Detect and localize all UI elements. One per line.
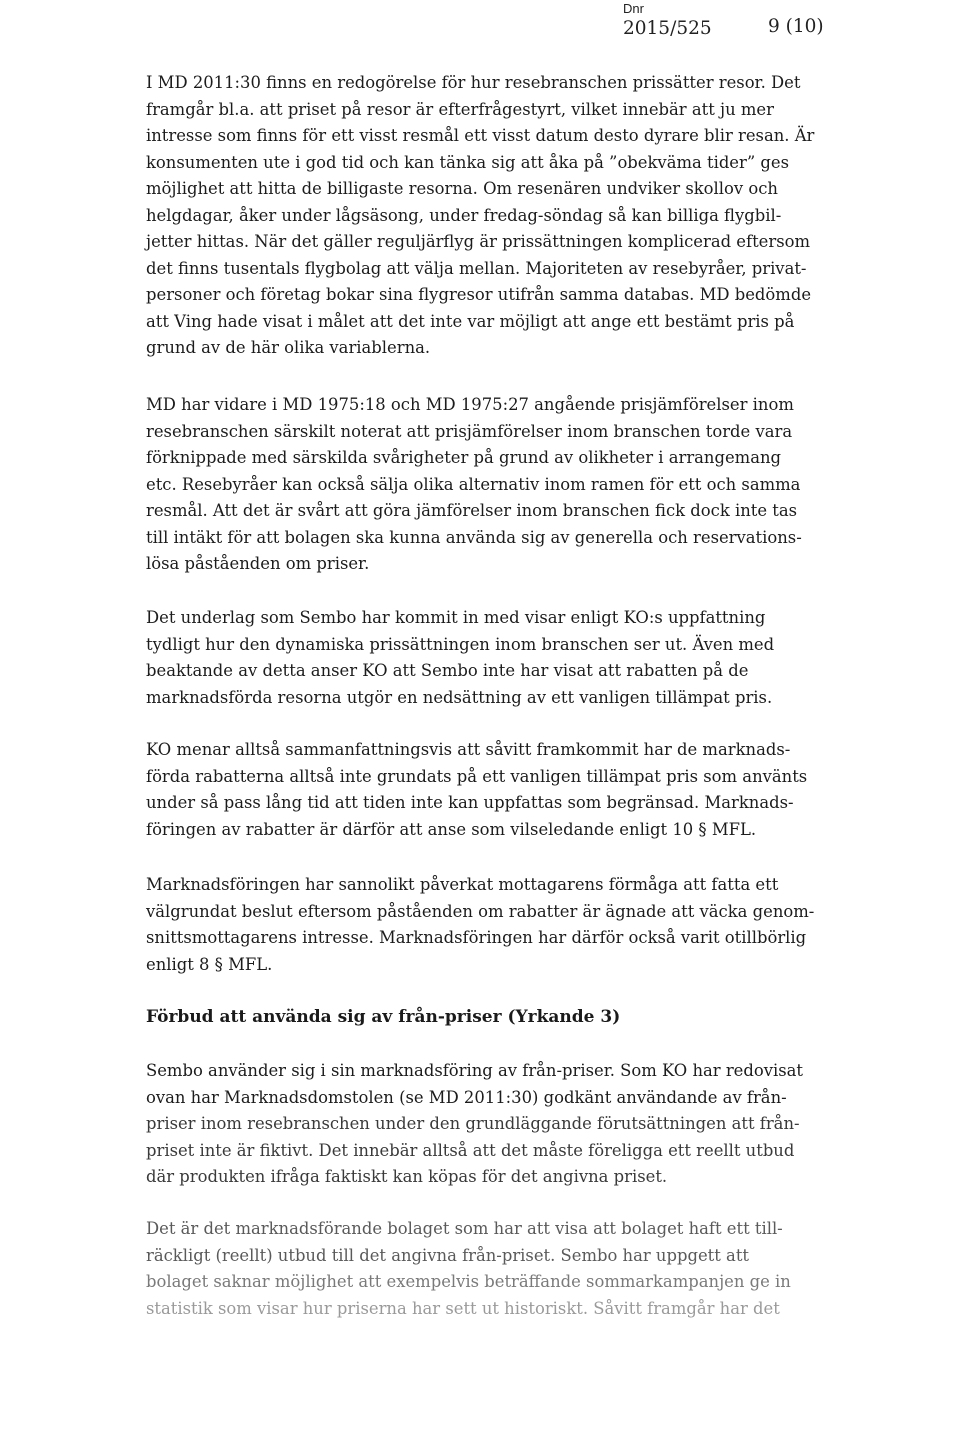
body-text-top xyxy=(146,70,856,362)
text-line: intresse som finns för ett visst resmål ett visst datum desto dyrare blir resan. Är xyxy=(146,126,815,145)
text-line: att Ving hade visat i målet att det inte var möjligt att ange ett bestämt pris på xyxy=(146,311,795,331)
text-line: lösa påståenden om priser. xyxy=(146,554,370,573)
text-line: tydligt hur den dynamiska prissättningen inom branschen ser ut. Även med xyxy=(146,634,775,654)
page-number: 9 (10) xyxy=(768,16,824,37)
text-line: etc. Resebyråer kan också sälja olika alternativ inom ramen för ett och samma xyxy=(146,474,801,494)
text-line: MD har vidare i MD 1975:18 och MD 1975:27 angående prisjämförelser inom xyxy=(146,395,794,414)
paragraph-5 xyxy=(146,872,856,978)
text-line: marknadsförda resorna utgör en nedsättning av ett vanligen tillämpat pris. xyxy=(146,687,773,707)
text-line: ovan har Marknadsdomstolen (se MD 2011:30) godkänt användande av från- xyxy=(146,1087,787,1107)
paragraph-7 xyxy=(146,1216,856,1322)
text-line: Sembo använder sig i sin marknadsföring av från-priser. Som KO har redovisat xyxy=(146,1061,803,1080)
body-text-7 xyxy=(146,1216,856,1322)
body-text-3 xyxy=(146,605,856,711)
text-line: statistik som visar hur priserna har sett ut historiskt. Såvitt framgår har det xyxy=(146,1298,780,1318)
text-line: snittsmottagarens intresse. Marknadsföringen har därför också varit otillbörlig xyxy=(146,928,807,947)
text-line: resmål. Att det är svårt att göra jämförelser inom branschen fick dock inte tas xyxy=(146,501,798,520)
text-line: förda rabatterna alltså inte grundats på ett vanligen tillämpat pris som använts xyxy=(146,766,808,786)
paragraph-2 xyxy=(146,392,856,578)
text-line: föringen av rabatter är därför att anse som vilseledande enligt 10 § MFL. xyxy=(146,819,757,839)
paragraph-6 xyxy=(146,1058,856,1191)
text-line: helgdagar, åker under lågsäsong, under fredag-söndag så kan billiga flygbil- xyxy=(146,205,782,225)
text-line: priser inom resebranschen under den grundläggande förutsättningen att från- xyxy=(146,1114,800,1133)
text-line: framgår bl.a. att priset på resor är efterfrågestyrt, vilket innebär att ju mer xyxy=(146,99,774,119)
text-line: Det underlag som Sembo har kommit in med visar enligt KO:s uppfattning xyxy=(146,608,766,627)
text-line: förknippade med särskilda svårigheter på grund av olikheter i arrangemang xyxy=(146,448,782,467)
body-text-4 xyxy=(146,737,856,843)
text-line: resebranschen särskilt noterat att prisjämförelser inom branschen torde vara xyxy=(146,421,793,441)
text-line: beaktande av detta anser KO att Sembo inte har visat att rabatten på de xyxy=(146,661,749,680)
body-text-6 xyxy=(146,1058,856,1191)
body-text-5 xyxy=(146,872,856,978)
text-line: bolaget saknar möjlighet att exempelvis beträffande sommarkampanjen ge in xyxy=(146,1272,791,1291)
text-line: jetter hittas. När det gäller reguljärflyg är prissättningen komplicerad eftersom xyxy=(146,232,811,251)
text-line: grund av de här olika variablerna. xyxy=(146,338,431,357)
paragraph-4 xyxy=(146,737,856,843)
text-line: där produkten ifråga faktiskt kan köpas för det angivna priset. xyxy=(146,1167,668,1186)
text-line: välgrundat beslut eftersom påståenden om rabatter är ägnade att väcka genom- xyxy=(146,901,815,921)
case-number: 2015/525 xyxy=(623,18,712,39)
text-line: Marknadsföringen har sannolikt påverkat mottagarens förmåga att fatta ett xyxy=(146,875,779,894)
page-header xyxy=(623,0,923,46)
text-line: Det är det marknadsförande bolaget som har att visa att bolaget haft ett till- xyxy=(146,1219,783,1238)
section-heading: Förbud att använda sig av från-priser (Yrkande 3) xyxy=(146,1007,621,1027)
text-line: det finns tusentals flygbolag att välja mellan. Majoriteten av resebyråer, privat- xyxy=(146,258,807,278)
text-line: enligt 8 § MFL. xyxy=(146,954,273,974)
dnr-label: Dnr xyxy=(623,1,644,16)
text-line: under så pass lång tid att tiden inte kan uppfattas som begränsad. Marknads- xyxy=(146,793,794,812)
text-line: priset inte är fiktivt. Det innebär alltså att det måste föreligga ett reellt utbud xyxy=(146,1140,795,1160)
paragraph-3 xyxy=(146,605,856,711)
text-line: konsumenten ute i god tid och kan tänka sig att åka på ”obekväma tider” ges xyxy=(146,152,790,172)
text-line: personer och företag bokar sina flygresor utifrån samma databas. MD bedömde xyxy=(146,285,812,304)
text-line: räckligt (reellt) utbud till det angivna från-priset. Sembo har uppgett att xyxy=(146,1245,749,1265)
text-line: möjlighet att hitta de billigaste resorna. Om resenären undviker skollov och xyxy=(146,179,778,198)
body-text-2 xyxy=(146,392,856,578)
paragraph-1 xyxy=(146,70,856,362)
text-line: I MD 2011:30 finns en redogörelse för hur resebranschen prissätter resor. Det xyxy=(146,73,801,92)
text-line: till intäkt för att bolagen ska kunna använda sig av generella och reservations- xyxy=(146,527,802,547)
text-line: KO menar alltså sammanfattningsvis att såvitt framkommit har de marknads- xyxy=(146,740,791,759)
